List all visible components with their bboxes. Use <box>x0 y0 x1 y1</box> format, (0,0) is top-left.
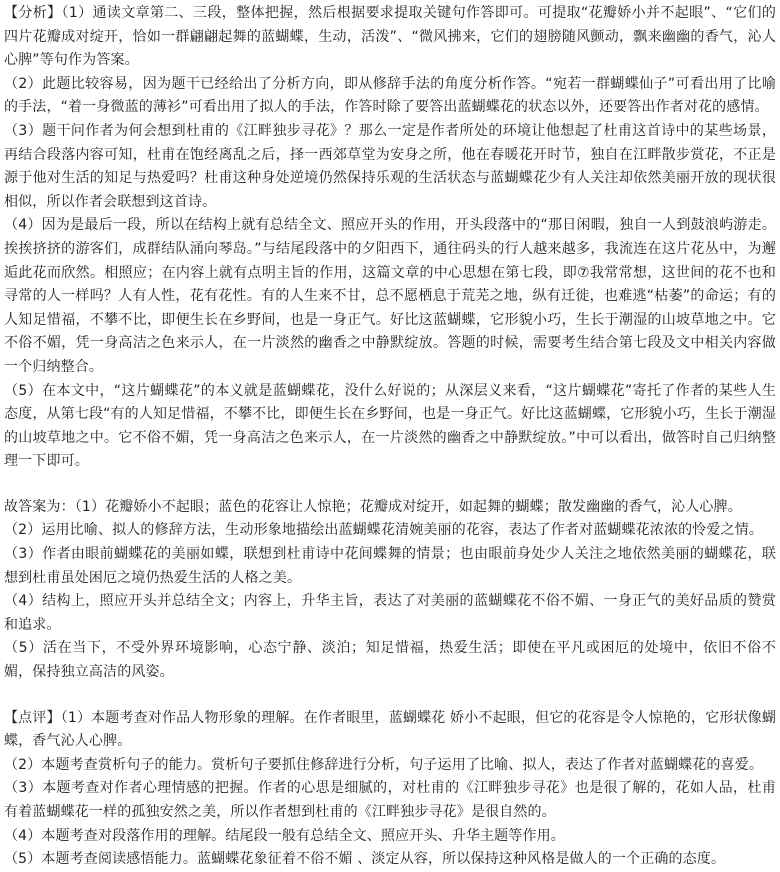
analysis-paragraph-3: （3）题干问作者为何会想到杜甫的《江畔独步寻花》？那么一定是作者所处的环境让他想起了杜甫这首诗中的某些场景，再结合段落内容可知，杜甫在饱经离乱之后，择一西郊草堂为安身之所，他在春暖花开时节，独自在江畔散步赏花，不正是源于他对生活的知足与热爱吗？杜甫这种身处逆境仍然保持乐观的生活状态与蓝蝴蝶花少有人关注却依然美丽开放的现状很相似，所以作者会联想到这首诗。 <box>4 122 776 210</box>
answer-paragraph-3: （3）作者由眼前蝴蝶花的美丽如蝶，联想到杜甫诗中花间蝶舞的情景；也由眼前身处少人关注之地依然美丽的蝴蝶花，联想到杜甫虽处困厄之境仍热爱生活的人格之美。 <box>4 546 776 586</box>
analysis-paragraph-2: （2）此题比较容易，因为题干已经给出了分析方向，即从修辞手法的角度分析作答。“宛若一群蝴蝶仙子”可看出用了比喻的手法，“着一身微蓝的薄衫”可看出用了拟人的手法，作答时除了要答出蓝蝴蝶花的状态以外，还要答出作者对花的感情。 <box>4 75 776 116</box>
answer-paragraph-4: （4）结构上，照应开头并总结全文；内容上，升华主旨，表达了对美丽的蓝蝴蝶花不俗不媚、一身正气的美好品质的赞赏和追求。 <box>4 593 776 633</box>
comment-paragraph-1: 【点评】（1）本题考查对作品人物形象的理解。在作者眼里，蓝蝴蝶花 娇小不起眼，但它的花容是令人惊艳的，它形状像蝴蝶，香气沁人心脾。 <box>4 709 776 750</box>
answer-paragraph-5: （5）活在当下，不受外界环境影响，心态宁静、淡泊；知足惜福，热爱生活；即使在平凡或困厄的处境中，依旧不俗不媚，保持独立高洁的风姿。 <box>4 640 776 681</box>
answer-paragraph-2: （2）运用比喻、拟人的修辞方法，生动形象地描绘出蓝蝴蝶花清婉美丽的花容，表达了作者对蓝蝴蝶花浓浓的怜爱之情。 <box>4 522 764 539</box>
answers-section <box>4 496 776 685</box>
analysis-paragraph-5: （5）在本文中，“这片蝴蝶花”的本义就是蓝蝴蝶花，没什么好说的；从深层义来看，“这片蝴蝶花”寄托了作者的某些人生态度，从第七段“有的人知足惜福，不攀不比，即便生长在乡野间，也是一身正气。好比这蓝蝴蝶，它形貌小巧，生长于潮湿的山坡草地之中。它不俗不媚，凭一身高洁之色来示人，在一片淡然的幽香之中静默绽放。”中可以看出，做答时自己归纳整理一下即可。 <box>4 382 776 470</box>
comment-paragraph-3: （3）本题考查对作者心理情感的把握。作者的心思是细腻的，对杜甫的《江畔独步寻花》也是很了解的，花如人品，杜甫有着蓝蝴蝶花一样的孤独安然之美，所以作者想到杜甫的《江畔独步寻花》是很自然的。 <box>4 780 776 820</box>
answer-paragraph-1: 故答案为：（1）花瓣娇小不起眼；蓝色的花容让人惊艳；花瓣成对绽开，如起舞的蝴蝶；散发幽幽的香气，沁人心脾。 <box>4 498 742 515</box>
analysis-section <box>4 2 776 474</box>
analysis-paragraph-1: 【分析】（1）通读文章第二、三段，整体把握，然后根据要求提取关键句作答即可。可提取“花瓣娇小并不起眼”、“它们的四片花瓣成对绽开，恰如一群翩翩起舞的蓝蝴蝶，生动，活泼”、“微风拂来，它们的翅膀随风颤动，飘来幽幽的香气，沁人心脾”等句作为答案。 <box>4 5 776 69</box>
comment-paragraph-5: （5）本题考查阅读感悟能力。蓝蝴蝶花象征着不俗不媚 、淡定从容，所以保持这种风格是做人的一个正确的态度。 <box>4 851 726 868</box>
comment-paragraph-4: （4）本题考查对段落作用的理解。结尾段一般有总结全文、照应开头、升华主题等作用。 <box>4 827 565 844</box>
analysis-paragraph-4: （4）因为是最后一段，所以在结构上就有总结全文、照应开头的作用，开头段落中的“那日闲暇，独自一人到鼓浪屿游走。挨挨挤挤的游客们，成群结队涌向琴岛。”与结尾段落中的夕阳西下，通往码头的行人越来越多，我流连在这片花丛中，为邂逅此花而欣然。相照应；在内容上就有点明主旨的作用，这篇文章的中心思想在第七段，即⑦我常常想，这世间的花不也和寻常的人一样吗？人有人性，花有花性。有的人生来不甘，总不愿栖息于荒芜之地，纵有迁徙，也难逃“枯萎”的命运；有的人知足惜福，不攀不比，即便生长在乡野间，也是一身正气。好比这蓝蝴蝶，它形貌小巧，生长于潮湿的山坡草地之中。它不俗不媚，凭一身高洁之色来示人，在一片淡然的幽香之中静默绽放。答题的时候，需要考生结合第七段及文中相关内容做一个归纳整合。 <box>4 217 776 375</box>
section-gap <box>4 685 776 707</box>
section-gap <box>4 474 776 496</box>
comments-section <box>4 707 776 872</box>
comment-paragraph-2: （2）本题考查赏析句子的能力。赏析句子要抓住修辞进行分析，句子运用了比喻、拟人，表达了作者对蓝蝴蝶花的喜爱。 <box>4 756 764 773</box>
